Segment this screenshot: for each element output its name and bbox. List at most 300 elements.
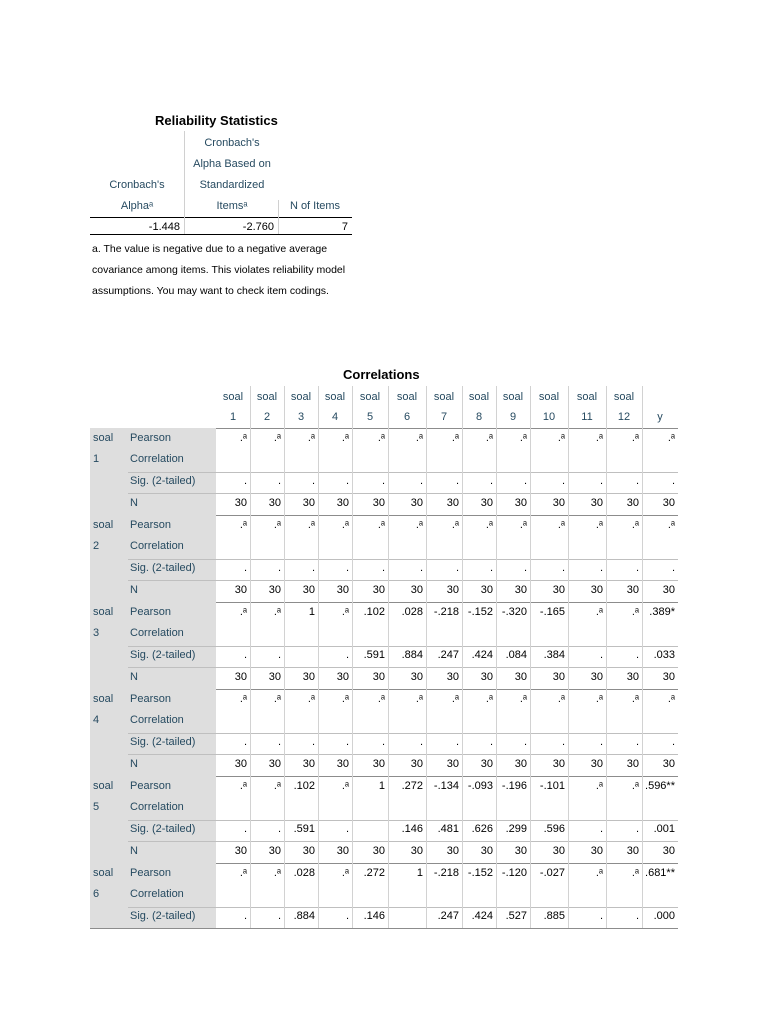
column-header-top: soal (502, 391, 524, 403)
table-cell: . (489, 562, 493, 574)
rel-alpha-value: -1.448 (148, 221, 180, 233)
stat-label-sig: Sig. (2-tailed) (130, 736, 196, 748)
table-cell: -.120 (501, 867, 527, 879)
column-header-top: soal (538, 391, 560, 403)
stat-label-pearson: Pearson (130, 432, 171, 444)
table-cell: .596** (645, 780, 675, 792)
table-cell: 30 (372, 497, 385, 509)
table-cell: . (243, 475, 247, 487)
header-col-divider (388, 386, 389, 428)
stat-label-pearson: Correlation (130, 540, 184, 552)
table-cell: . (311, 736, 315, 748)
table-cell: 30 (336, 584, 349, 596)
table-cell: .299 (505, 823, 527, 835)
table-cell: . (277, 649, 281, 661)
table-cell: 30 (234, 671, 247, 683)
table-cell: .ᵃ (341, 432, 349, 444)
table-cell: . (561, 736, 565, 748)
table-cell: .ᵃ (485, 693, 493, 705)
table-cell: 30 (268, 497, 281, 509)
row-variable-bottom: 2 (93, 540, 100, 552)
stat-label-pearson: Pearson (130, 780, 171, 792)
table-cell: .272 (363, 867, 385, 879)
table-cell: .ᵃ (631, 867, 639, 879)
table-cell: 30 (268, 845, 281, 857)
table-cell: 30 (514, 845, 527, 857)
table-cell: .ᵃ (631, 432, 639, 444)
table-cell: . (243, 649, 247, 661)
table-cell: . (311, 475, 315, 487)
table-cell: .001 (653, 823, 675, 835)
table-cell: .ᵃ (341, 780, 349, 792)
table-cell: .884 (293, 910, 315, 922)
row-variable-bottom: 6 (93, 888, 100, 900)
column-header-bottom: 2 (263, 411, 271, 423)
table-cell: .000 (653, 910, 675, 922)
row-rule (128, 907, 678, 908)
column-header-top: soal (359, 391, 381, 403)
table-cell: 30 (446, 584, 459, 596)
table-cell: . (561, 562, 565, 574)
table-cell: 30 (234, 845, 247, 857)
table-cell: -.218 (433, 606, 459, 618)
rel-col2-line4: Itemsᵃ (216, 200, 248, 212)
table-cell: . (671, 475, 675, 487)
table-cell: 30 (662, 845, 675, 857)
table-cell: .028 (293, 867, 315, 879)
table-cell: .ᵃ (307, 432, 315, 444)
header-col-divider (250, 386, 251, 428)
table-cell: .247 (437, 910, 459, 922)
table-cell: . (345, 910, 349, 922)
table-cell: . (243, 910, 247, 922)
column-header-bottom: 1 (229, 411, 237, 423)
table-cell: 30 (336, 758, 349, 770)
column-header-top: soal (433, 391, 455, 403)
header-col-divider (318, 386, 319, 428)
table-cell: .ᵃ (239, 693, 247, 705)
column-header-top: soal (613, 391, 635, 403)
table-cell: . (419, 736, 423, 748)
stat-label-n: N (130, 758, 138, 770)
column-header-bottom: 8 (475, 411, 483, 423)
table-cell: .ᵃ (273, 693, 281, 705)
table-cell: . (599, 562, 603, 574)
column-header-bottom: 7 (440, 411, 448, 423)
table-cell: 30 (514, 671, 527, 683)
stat-label-pearson: Pearson (130, 519, 171, 531)
column-header-bottom: 4 (331, 411, 339, 423)
table-cell: 30 (410, 584, 423, 596)
table-cell: . (345, 562, 349, 574)
table-cell: . (243, 562, 247, 574)
table-cell: 30 (372, 845, 385, 857)
stat-label-n: N (130, 497, 138, 509)
table-cell: 30 (302, 845, 315, 857)
table-cell: . (345, 475, 349, 487)
table-cell: . (635, 649, 639, 661)
table-cell: 30 (372, 758, 385, 770)
rel-bottom-rule (90, 234, 352, 235)
table-cell: 30 (336, 845, 349, 857)
table-cell: . (243, 736, 247, 748)
row-variable-bottom: 3 (93, 627, 100, 639)
column-header-top: soal (324, 391, 346, 403)
table-cell: . (599, 649, 603, 661)
table-cell: .ᵃ (341, 519, 349, 531)
table-cell: 30 (552, 845, 565, 857)
table-cell: -.320 (501, 606, 527, 618)
column-header-bottom: 11 (581, 411, 593, 423)
stat-label-sig: Sig. (2-tailed) (130, 823, 196, 835)
table-cell: . (345, 823, 349, 835)
column-header-bottom: 5 (366, 411, 374, 423)
table-cell: .ᵃ (595, 606, 603, 618)
rel-col2-line3: Standardized (199, 179, 265, 191)
table-cell: . (277, 475, 281, 487)
table-cell: . (599, 475, 603, 487)
table-cell: 30 (626, 584, 639, 596)
table-cell: .ᵃ (667, 432, 675, 444)
table-cell: .247 (437, 649, 459, 661)
table-cell: . (345, 736, 349, 748)
table-cell: . (635, 910, 639, 922)
table-cell: 30 (410, 671, 423, 683)
column-header-bottom: 3 (297, 411, 305, 423)
table-cell: .ᵃ (415, 693, 423, 705)
header-col-divider (352, 386, 353, 428)
table-cell: .ᵃ (631, 519, 639, 531)
stat-label-n: N (130, 671, 138, 683)
table-cell: 30 (480, 497, 493, 509)
table-cell: 30 (268, 758, 281, 770)
header-col-divider (568, 386, 569, 428)
header-rule (216, 428, 678, 429)
row-rule (128, 754, 678, 755)
row-rule (128, 493, 678, 494)
header-col-divider (606, 386, 607, 428)
table-cell: .ᵃ (377, 432, 385, 444)
table-cell: -.027 (539, 867, 565, 879)
header-col-divider (496, 386, 497, 428)
table-cell: .ᵃ (451, 693, 459, 705)
table-cell: .ᵃ (595, 780, 603, 792)
table-cell: 30 (410, 845, 423, 857)
table-cell: .ᵃ (485, 432, 493, 444)
table-cell: .ᵃ (667, 519, 675, 531)
table-cell: . (455, 562, 459, 574)
table-cell: . (277, 736, 281, 748)
table-cell: .681** (645, 867, 675, 879)
table-cell: .ᵃ (519, 519, 527, 531)
row-variable-bottom: 5 (93, 801, 100, 813)
row-rule (128, 646, 678, 647)
header-col-divider (284, 386, 285, 428)
table-cell: .ᵃ (631, 693, 639, 705)
stat-label-pearson: Pearson (130, 606, 171, 618)
rel-header-rule (90, 217, 352, 218)
table-cell: . (523, 475, 527, 487)
table-cell: 30 (302, 497, 315, 509)
table-cell: .ᵃ (631, 606, 639, 618)
row-variable-top: soal (93, 606, 114, 618)
table-cell: 1 (416, 867, 423, 879)
row-variable-bottom: 1 (93, 453, 100, 465)
stat-label-sig: Sig. (2-tailed) (130, 562, 196, 574)
table-cell: . (277, 562, 281, 574)
table-cell: .ᵃ (451, 432, 459, 444)
column-header-bottom: 9 (509, 411, 517, 423)
table-cell: 30 (446, 497, 459, 509)
table-cell: .884 (401, 649, 423, 661)
table-cell: .ᵃ (557, 693, 565, 705)
table-cell: 30 (590, 845, 603, 857)
rel-col-divider (184, 131, 185, 234)
rel-std-alpha-value: -2.760 (242, 221, 274, 233)
table-cell: -.101 (539, 780, 565, 792)
table-cell: .ᵃ (273, 606, 281, 618)
table-cell: 30 (662, 584, 675, 596)
table-cell: .ᵃ (239, 780, 247, 792)
table-cell: 30 (372, 584, 385, 596)
table-cell: 30 (514, 497, 527, 509)
table-cell: . (561, 475, 565, 487)
table-cell: . (311, 562, 315, 574)
rel-col1-header (92, 179, 182, 221)
table-cell: .ᵃ (341, 867, 349, 879)
row-rule (128, 580, 678, 581)
table-cell: .591 (363, 649, 385, 661)
table-cell: . (599, 736, 603, 748)
column-header-bottom: 10 (542, 411, 556, 423)
column-header-top: soal (576, 391, 598, 403)
column-header-bottom: y (657, 411, 663, 423)
table-cell: .ᵃ (557, 432, 565, 444)
table-cell: .ᵃ (377, 519, 385, 531)
table-cell: 30 (552, 671, 565, 683)
table-cell: . (381, 475, 385, 487)
table-cell: .ᵃ (595, 519, 603, 531)
row-variable-top: soal (93, 693, 114, 705)
table-cell: .ᵃ (239, 867, 247, 879)
table-cell: 30 (626, 758, 639, 770)
table-cell: .ᵃ (239, 432, 247, 444)
table-cell: 30 (480, 671, 493, 683)
table-cell: .596 (543, 823, 565, 835)
row-rule (128, 841, 678, 842)
table-cell: .ᵃ (485, 519, 493, 531)
table-cell: . (635, 475, 639, 487)
table-cell: 30 (446, 758, 459, 770)
table-cell: 30 (662, 497, 675, 509)
table-cell: .ᵃ (273, 519, 281, 531)
stat-label-pearson: Pearson (130, 867, 171, 879)
column-header-bottom: 12 (617, 411, 631, 423)
table-cell: .ᵃ (595, 432, 603, 444)
table-cell: . (243, 823, 247, 835)
table-cell: -.093 (467, 780, 493, 792)
table-cell: .ᵃ (667, 693, 675, 705)
table-cell: .ᵃ (307, 519, 315, 531)
row-variable-bottom: 4 (93, 714, 100, 726)
row-rule (128, 733, 678, 734)
table-cell: 30 (302, 758, 315, 770)
stat-label-sig: Sig. (2-tailed) (130, 475, 196, 487)
table-cell: .ᵃ (239, 519, 247, 531)
row-rule (128, 820, 678, 821)
rel-col1-line2: Alphaᵃ (120, 200, 154, 212)
table-cell: . (599, 910, 603, 922)
table-cell: 30 (590, 671, 603, 683)
table-cell: .ᵃ (273, 432, 281, 444)
block-rule (90, 928, 678, 929)
table-cell: . (419, 562, 423, 574)
table-cell: .084 (505, 649, 527, 661)
table-cell: 30 (552, 497, 565, 509)
table-cell: . (635, 823, 639, 835)
table-cell: 30 (410, 497, 423, 509)
table-cell: 30 (446, 671, 459, 683)
table-cell: 30 (234, 497, 247, 509)
header-col-divider (426, 386, 427, 428)
table-cell: .384 (543, 649, 565, 661)
table-cell: 30 (234, 584, 247, 596)
table-cell: 30 (514, 584, 527, 596)
table-cell: .ᵃ (341, 693, 349, 705)
stat-label-pearson: Correlation (130, 801, 184, 813)
stat-label-pearson: Correlation (130, 888, 184, 900)
table-cell: 30 (662, 671, 675, 683)
table-cell: . (345, 649, 349, 661)
row-rule (128, 667, 678, 668)
table-cell: 30 (302, 671, 315, 683)
reliability-title: Reliability Statistics (155, 113, 278, 128)
table-cell: 30 (480, 758, 493, 770)
column-header-top: soal (396, 391, 418, 403)
stat-label-pearson: Correlation (130, 453, 184, 465)
rel-col1-line1: Cronbach's (109, 179, 165, 191)
table-cell: 30 (552, 758, 565, 770)
table-cell: .ᵃ (377, 693, 385, 705)
table-cell: 30 (372, 671, 385, 683)
rel-col2-line2: Alpha Based on (193, 158, 271, 170)
header-col-divider (530, 386, 531, 428)
stat-label-n: N (130, 584, 138, 596)
table-cell: .ᵃ (519, 693, 527, 705)
row-variable-top: soal (93, 519, 114, 531)
table-cell: . (635, 562, 639, 574)
table-cell: . (277, 823, 281, 835)
table-cell: .102 (363, 606, 385, 618)
table-cell: -.152 (467, 867, 493, 879)
table-cell: 30 (552, 584, 565, 596)
table-cell: .ᵃ (341, 606, 349, 618)
table-cell: -.134 (433, 780, 459, 792)
table-cell: . (489, 475, 493, 487)
table-cell: .ᵃ (239, 606, 247, 618)
rel-footnote: a. The value is negative due to a negative average covariance among items. This violates reliability model assumptions. You may want to check item codings. (92, 243, 346, 297)
table-cell: . (671, 562, 675, 574)
table-cell: 30 (336, 497, 349, 509)
table-cell: 30 (590, 584, 603, 596)
table-cell: .ᵃ (307, 693, 315, 705)
table-cell: .ᵃ (595, 867, 603, 879)
table-cell: . (523, 736, 527, 748)
table-cell: . (277, 910, 281, 922)
table-cell: .389* (649, 606, 675, 618)
rel-col3-header: N of Items (289, 200, 341, 212)
table-cell: .481 (437, 823, 459, 835)
column-header-top: soal (256, 391, 278, 403)
table-cell: 30 (480, 845, 493, 857)
stat-label-sig: Sig. (2-tailed) (130, 910, 196, 922)
table-cell: 30 (336, 671, 349, 683)
table-cell: . (381, 562, 385, 574)
column-header-top: soal (468, 391, 490, 403)
table-cell: . (671, 736, 675, 748)
header-col-divider (462, 386, 463, 428)
stat-label-n: N (130, 845, 138, 857)
table-cell: .ᵃ (519, 432, 527, 444)
column-header-bottom: 6 (403, 411, 411, 423)
table-cell: .424 (471, 910, 493, 922)
table-cell: 30 (480, 584, 493, 596)
table-cell: 30 (626, 845, 639, 857)
table-cell: -.152 (467, 606, 493, 618)
table-cell: .146 (363, 910, 385, 922)
header-col-divider (642, 386, 643, 428)
rel-col2-header (186, 137, 278, 221)
table-cell: 30 (410, 758, 423, 770)
table-cell: .591 (293, 823, 315, 835)
table-cell: 30 (590, 758, 603, 770)
stat-label-pearson: Correlation (130, 714, 184, 726)
table-cell: 30 (302, 584, 315, 596)
table-cell: . (455, 475, 459, 487)
table-cell: 30 (590, 497, 603, 509)
table-cell: .272 (401, 780, 423, 792)
table-cell: .ᵃ (451, 519, 459, 531)
stat-label-sig: Sig. (2-tailed) (130, 649, 196, 661)
correlations-title: Correlations (343, 367, 420, 382)
table-cell: 1 (308, 606, 315, 618)
stat-label-pearson: Correlation (130, 627, 184, 639)
table-cell: .146 (401, 823, 423, 835)
table-cell: . (523, 562, 527, 574)
table-cell: . (419, 475, 423, 487)
table-cell: . (599, 823, 603, 835)
table-cell: .ᵃ (557, 519, 565, 531)
table-cell: . (635, 736, 639, 748)
table-cell: 30 (514, 758, 527, 770)
table-cell: . (381, 736, 385, 748)
table-cell: .ᵃ (415, 519, 423, 531)
table-cell: .ᵃ (273, 867, 281, 879)
rel-n-items-value: 7 (341, 221, 348, 233)
table-cell: 30 (268, 671, 281, 683)
table-cell: 30 (234, 758, 247, 770)
row-variable-top: soal (93, 867, 114, 879)
table-cell: .424 (471, 649, 493, 661)
table-cell: .626 (471, 823, 493, 835)
table-cell: .ᵃ (415, 432, 423, 444)
stat-label-pearson: Pearson (130, 693, 171, 705)
table-cell: .ᵃ (595, 693, 603, 705)
table-cell: .ᵃ (631, 780, 639, 792)
table-cell: 1 (378, 780, 385, 792)
rel-col-divider (278, 200, 279, 234)
table-cell: .885 (543, 910, 565, 922)
